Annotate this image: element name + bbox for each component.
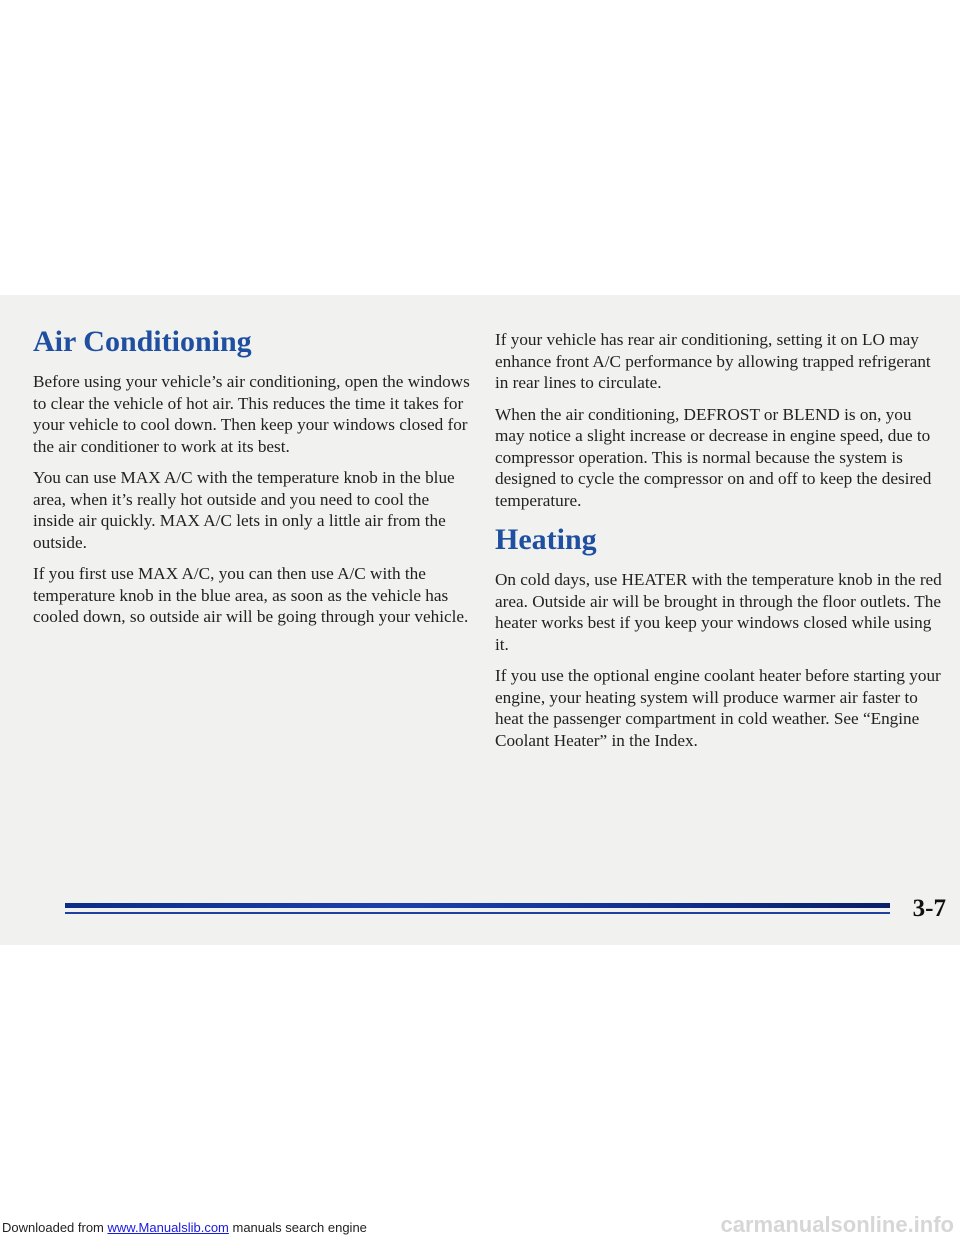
paragraph: If your vehicle has rear air conditioning, setting it on LO may enhance front A/C performance by allowing trapped refrigerant in rear lines to circulate. (495, 330, 931, 392)
paragraph: If you first use MAX A/C, you can then use A/C with the temperature knob in the blue area, as soon as the vehicle has cooled down, so outside air will be going through your vehicle. (33, 564, 469, 626)
paragraph: If you use the optional engine coolant heater before starting your engine, your heating system will produce warmer air faster to heat the passenger compartment in cold weather. See “Engine Coolant Heater” in the Index. (495, 666, 941, 750)
thin-rule-divider (65, 912, 890, 914)
download-footer (2, 1220, 367, 1236)
thick-rule-divider (65, 903, 890, 908)
watermark-logo: carmanualsonline.info (720, 1212, 954, 1237)
air-conditioning-heading: Air Conditioning (33, 325, 252, 358)
page-footer-rule (0, 895, 960, 925)
paragraph: On cold days, use HEATER with the temperature knob in the red area. Outside air will be brought in through the floor outlets. The heater works best if you keep your windows closed while using it. (495, 570, 942, 654)
right-column (495, 329, 945, 761)
paragraph: When the air conditioning, DEFROST or BLEND is on, you may notice a slight increase or decrease in engine speed, due to compressor operation. This is normal because the system is designed to cycle the compressor on and off to keep the desired temperature. (495, 404, 932, 510)
left-column (33, 323, 473, 638)
page-number: 3-7 (912, 895, 946, 922)
footer-prefix: Downloaded from (2, 1220, 108, 1235)
footer-suffix: manuals search engine (228, 1220, 367, 1235)
heating-heading: Heating (495, 523, 597, 556)
paragraph: You can use MAX A/C with the temperature knob in the blue area, when it’s really hot outside and you need to cool the inside air quickly. MAX A/C lets in only a little air from the outside. (33, 468, 455, 552)
paragraph: Before using your vehicle’s air conditioning, open the windows to clear the vehicle of hot air. This reduces the time it takes for your vehicle to cool down. Then keep your windows closed for the air conditioner to work at its best. (33, 372, 470, 456)
manual-page (0, 295, 960, 945)
manualslib-link[interactable]: www.Manualslib.com (107, 1220, 229, 1235)
